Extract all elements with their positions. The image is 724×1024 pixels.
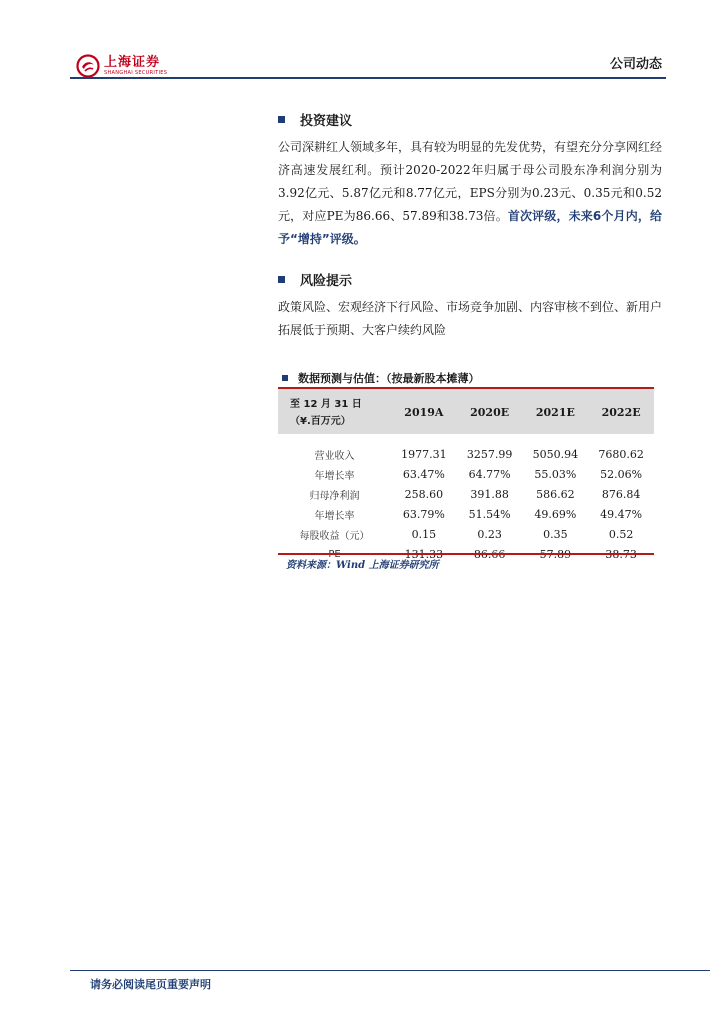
table-cell: 1977.31 xyxy=(401,447,447,461)
investment-heading-text: 投资建议 xyxy=(300,114,353,129)
table-cell: 49.69% xyxy=(534,507,577,521)
table-cell: 49.47% xyxy=(600,507,643,521)
column-header: 2021E xyxy=(535,406,575,419)
table-cell: 63.47% xyxy=(402,467,445,481)
logo-emblem-icon xyxy=(76,54,100,78)
table-cell: 876.84 xyxy=(601,487,641,501)
bullet-square-icon xyxy=(282,375,288,381)
row-label: 每股收益（元） xyxy=(299,530,370,542)
footer-disclaimer: 请务必阅读尾页重要声明 xyxy=(90,978,211,991)
column-header: 2020E xyxy=(470,406,510,419)
row-label: 年增长率 xyxy=(314,510,355,522)
table-cell: 7680.62 xyxy=(598,447,644,461)
footer-divider xyxy=(70,970,710,971)
row-label: 年增长率 xyxy=(314,470,355,482)
table-header-row xyxy=(278,389,654,436)
risk-heading-text: 风险提示 xyxy=(300,274,353,289)
table-cell: 0.35 xyxy=(543,527,568,541)
column-header: 2019A xyxy=(404,406,444,419)
investment-body: 公司深耕红人领域多年，具有较为明显的先发优势，有望充分分享网红经济高速发展红利。预计2020-2022年归属于母公司股东净利润分别为3.92亿元、5.87亿元和8.77亿元，EPS分别为0.23元、0.35元和0.52元，对应PE为86.66、57.89和38.73倍。 xyxy=(278,140,663,223)
table-cell: 63.79% xyxy=(402,507,445,521)
table-row xyxy=(278,464,654,484)
page-header xyxy=(70,50,666,80)
table-cell: 258.60 xyxy=(404,487,444,501)
logo-chinese-name: 上海证券 xyxy=(104,55,161,70)
risk-paragraph xyxy=(278,296,662,342)
table-caption xyxy=(278,369,654,386)
table-cell: 64.77% xyxy=(468,467,511,481)
forecast-table xyxy=(278,389,654,564)
bullet-square-icon xyxy=(278,276,285,283)
table-bottom-rule xyxy=(278,553,654,555)
table-cell: 586.62 xyxy=(536,487,575,501)
table-row xyxy=(278,524,654,544)
table-cell: 55.03% xyxy=(534,467,577,481)
corner-date: 至 12 月 31 日 xyxy=(290,398,362,410)
table-row xyxy=(278,504,654,524)
table-cell: 3257.99 xyxy=(466,447,513,461)
header-divider xyxy=(70,77,666,79)
investment-paragraph xyxy=(278,136,662,251)
logo-english-name: SHANGHAI SECURITIES xyxy=(104,70,168,76)
table-caption-text: 数据预测与估值：（按最新股本摊薄） xyxy=(298,371,480,385)
risk-heading xyxy=(278,270,352,289)
row-label: 归母净利润 xyxy=(309,490,360,502)
table-cell: 51.54% xyxy=(468,507,511,521)
table-cell: 391.88 xyxy=(470,487,509,501)
table-row xyxy=(278,444,654,464)
column-header: 2022E xyxy=(601,406,641,419)
report-category: 公司动态 xyxy=(609,57,662,72)
table-row xyxy=(278,484,654,504)
bullet-square-icon xyxy=(278,116,285,123)
company-logo xyxy=(76,54,167,78)
table-source: 资料来源：Wind 上海证券研究所 xyxy=(286,560,439,571)
table-cell: 0.23 xyxy=(477,527,502,541)
table-cell: 0.15 xyxy=(411,527,437,541)
table-cell: 5050.94 xyxy=(532,447,579,461)
table-cell: 52.06% xyxy=(600,467,643,481)
investment-heading xyxy=(278,110,352,129)
corner-unit: （¥.百万元） xyxy=(290,415,351,427)
table-cell: 0.52 xyxy=(608,527,634,541)
row-label: 营业收入 xyxy=(314,450,355,462)
rating-conclusion: 首次评级，未来6个月内，给予“增持”评级。 xyxy=(278,209,662,246)
table-corner-cell xyxy=(278,389,391,436)
risk-body: 政策风险、宏观经济下行风险、市场竞争加剧、内容审核不到位、新用户拓展低于预期、大客户续约风险 xyxy=(278,300,663,337)
